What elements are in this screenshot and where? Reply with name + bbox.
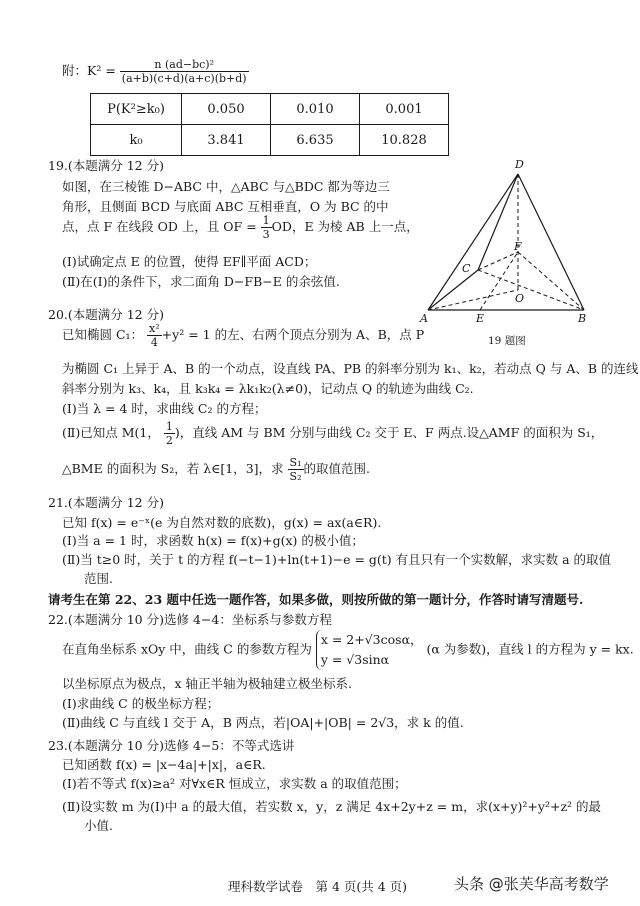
q22-line2: 以坐标原点为极点，x 轴正半轴为极轴建立极坐标系. — [62, 676, 352, 691]
fraction-numerator: S₁ — [289, 456, 302, 469]
q22-part2: (Ⅱ)曲线 C 与直线 l 交于 A，B 两点，若|OA|+|OB| = 2√3，求 k 的值. — [62, 715, 464, 730]
label-c: C — [462, 262, 471, 275]
fraction-denominator: S₂ — [289, 470, 302, 483]
half-fraction — [164, 420, 175, 447]
k2-fraction — [120, 58, 249, 85]
q22-title: 22.(本题满分 10 分)选修 4−4：坐标系与参数方程 — [48, 612, 332, 627]
q20-part2-cont — [62, 456, 370, 483]
edge-db — [518, 174, 584, 310]
table-row — [91, 94, 449, 125]
q20-part2b: )，直线 AM 与 BM 分别与曲线 C₂ 交于 E、F 两点.设△AMF 的面积为 S₁， — [174, 425, 604, 440]
watermark: 头条 @张芙华高考数学 — [454, 875, 609, 893]
k2-numerator: n (ad−bc)² — [120, 58, 249, 72]
table-row — [91, 125, 449, 156]
q20-part2d: 的取值范围. — [303, 461, 370, 476]
parametric-x: x = 2+√3cosα， — [320, 632, 423, 647]
tetrahedron-figure — [418, 152, 598, 352]
q23-part1: (Ⅰ)若不等式 f(x)≥a² 对∀x∈R 恒成立，求实数 a 的取值范围； — [62, 776, 407, 791]
parametric-y: y = √3sinα — [320, 652, 390, 667]
segment-ao — [428, 290, 518, 310]
figure-caption: 19 题图 — [488, 335, 526, 347]
edge-dc — [478, 174, 518, 270]
q19-part2: (Ⅱ)在(Ⅰ)的条件下，求二面角 D−FB−E 的余弦值. — [62, 274, 340, 289]
label-a: A — [420, 312, 428, 325]
table-cell: 0.050 — [182, 94, 271, 125]
q20-line1b: +y² = 1 的左、右两个顶点分别为 A、B，点 P — [161, 327, 425, 342]
one-third-fraction — [261, 214, 272, 241]
q21-part1: (Ⅰ)当 a = 1 时，求函数 h(x) = f(x)+g(x) 的极小值； — [62, 533, 364, 548]
parametric-system — [316, 630, 423, 670]
q21-line1: 已知 f(x) = e⁻ˣ(e 为自然对数的底数)，g(x) = ax(a∈R). — [62, 515, 382, 530]
q23-line1: 已知函数 f(x) = |x−4a|+|x|，a∈R. — [62, 757, 266, 772]
edge-da — [428, 174, 518, 310]
q19-line3b: OD，E 为棱 AB 上一点， — [271, 219, 419, 234]
fraction-numerator: 1 — [262, 214, 270, 227]
q19-part1: (Ⅰ)试确定点 E 的位置，使得 EF∥平面 ACD； — [62, 254, 317, 269]
q22-line1a: 在直角坐标系 xOy 中，曲线 C 的参数方程为 — [62, 641, 312, 657]
q20-title: 20.(本题满分 12 分) — [48, 307, 164, 322]
q19-line2: 角形，且侧面 BCD 与底面 ABC 互相垂直，O 为 BC 的中 — [62, 199, 389, 214]
q19-title: 19.(本题满分 12 分) — [48, 158, 164, 173]
q20-line1a: 已知椭圆 C₁： — [62, 327, 144, 342]
q20-part1: (Ⅰ)当 λ = 4 时，求曲线 C₂ 的方程； — [62, 401, 267, 416]
q22-line1 — [62, 630, 634, 670]
fraction-denominator: 3 — [262, 228, 270, 241]
table-cell: 10.828 — [360, 125, 449, 156]
q23-title: 23.(本题满分 10 分)选修 4−5：不等式选讲 — [48, 738, 295, 753]
table-cell: 0.001 — [360, 94, 449, 125]
q20-part2c: △BME 的面积为 S₂，若 λ∈[1，3]，求 — [62, 461, 284, 476]
q20-part2a: (Ⅱ)已知点 M(1， — [62, 425, 160, 440]
q22-part1: (Ⅰ)求曲线 C 的极坐标方程； — [62, 696, 220, 711]
critical-value-table — [90, 93, 449, 156]
table-header-cell: P(K²≥k₀) — [91, 94, 182, 125]
edge-ac — [428, 270, 478, 310]
table-cell: 0.010 — [271, 94, 360, 125]
area-ratio-fraction — [288, 456, 304, 483]
q20-line3: 斜率分别为 k₃、k₄，且 k₃k₄ = λk₁k₂(λ≠0)，记动点 Q 的轨迹为曲线 C₂. — [62, 381, 474, 396]
q21-part2: (Ⅱ)当 t≥0 时，关于 t 的方程 f(−t−1)+ln(t+1)−e = g(t) 有且只有一个实数解，求实数 a 的取值 — [62, 552, 612, 567]
q19-line3a: 点，点 F 在线段 OD 上，且 OF = — [62, 219, 257, 234]
table-cell: 6.635 — [271, 125, 360, 156]
k2-denominator: (a+b)(c+d)(a+c)(b+d) — [121, 72, 247, 85]
fraction-numerator: x² — [149, 322, 160, 335]
page-footer: 理科数学试卷 第 4 页(共 4 页) — [228, 879, 408, 894]
q23-part2: (Ⅱ)设实数 m 为(Ⅰ)中 a 的最大值，若实数 x，y，z 满足 4x+2y+z = m，求(x+y)²+y²+z² 的最 — [62, 799, 602, 814]
q22-line1b: (α 为参数)，直线 l 的方程为 y = kx. — [426, 641, 634, 657]
fraction-numerator: 1 — [165, 420, 173, 433]
table-header-cell: k₀ — [91, 125, 182, 156]
label-e: E — [476, 312, 485, 325]
q21-title: 21.(本题满分 12 分) — [48, 495, 164, 510]
appendix-formula — [62, 58, 249, 85]
ellipse-fraction — [147, 322, 162, 349]
label-b: B — [578, 312, 587, 325]
fraction-denominator: 2 — [165, 434, 173, 447]
q20-line2: 为椭圆 C₁ 上异于 A、B 的一个动点，设直线 PA、PB 的斜率分别为 k₁、k₂，若动点 Q 与 A、B 的连线 — [62, 361, 639, 376]
elective-notice: 请考生在第 22、23 题中任选一题作答，如果多做，则按所做的第一题计分，作答时请写清题号. — [48, 592, 584, 607]
q19-line1: 如图，在三棱锥 D−ABC 中，△ABC 与△BDC 都为等边三 — [62, 179, 390, 194]
q19-line3 — [62, 214, 419, 241]
label-f: F — [514, 240, 522, 253]
label-d: D — [515, 158, 524, 171]
formula-left: K² = — [87, 63, 116, 78]
label-o: O — [515, 292, 525, 305]
q20-part2 — [62, 420, 603, 447]
q23-part2b: 小值. — [84, 818, 113, 833]
q21-part2b: 范围. — [84, 571, 113, 586]
fraction-denominator: 4 — [150, 336, 158, 349]
table-cell: 3.841 — [182, 125, 271, 156]
appendix-label: 附： — [62, 63, 88, 78]
q20-line1 — [62, 322, 424, 349]
segment-fb — [518, 252, 584, 310]
